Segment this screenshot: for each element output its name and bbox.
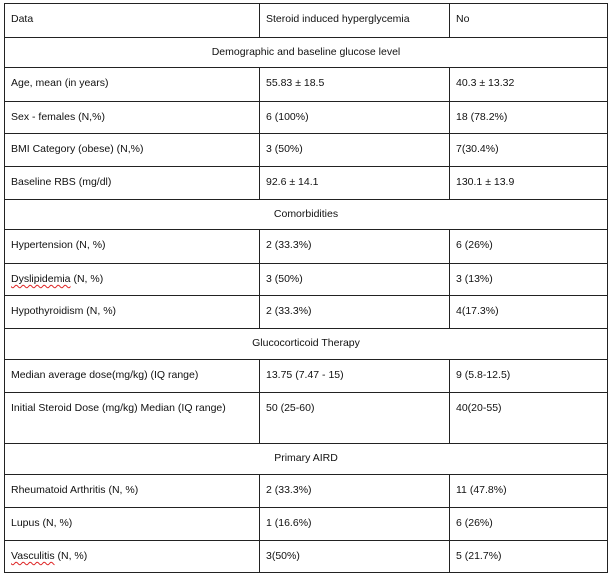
row-steroid-value: 6 (100%) <box>260 102 450 134</box>
row-no-value: 40.3 ± 13.32 <box>450 68 608 102</box>
section-row <box>5 444 608 475</box>
table-row <box>5 134 608 167</box>
table-row <box>5 230 608 264</box>
table-row <box>5 508 608 541</box>
row-steroid-value: 2 (33.3%) <box>260 230 450 264</box>
table-row <box>5 167 608 200</box>
row-no-value: 6 (26%) <box>450 230 608 264</box>
header-data: Data <box>5 4 260 38</box>
section-row <box>5 200 608 230</box>
row-no-value: 9 (5.8-12.5) <box>450 360 608 393</box>
table-row <box>5 475 608 508</box>
table-row <box>5 296 608 329</box>
section-title-comorbidities: Comorbidities <box>5 200 608 230</box>
section-row <box>5 38 608 68</box>
row-label: Hypothyroidism (N, %) <box>5 296 260 329</box>
spellcheck-word: Dyslipidemia <box>11 273 71 285</box>
row-steroid-value: 13.75 (7.47 - 15) <box>260 360 450 393</box>
spellcheck-word: Vasculitis <box>11 550 55 562</box>
row-label: BMI Category (obese) (N,%) <box>5 134 260 167</box>
table-row <box>5 541 608 573</box>
row-no-value: 3 (13%) <box>450 264 608 296</box>
row-label <box>5 264 260 296</box>
row-no-value: 11 (47.8%) <box>450 475 608 508</box>
row-label: Sex - females (N,%) <box>5 102 260 134</box>
row-label <box>5 541 260 573</box>
row-steroid-value: 50 (25-60) <box>260 393 450 444</box>
header-row <box>5 4 608 38</box>
row-no-value: 40(20-55) <box>450 393 608 444</box>
row-label: Age, mean (in years) <box>5 68 260 102</box>
row-steroid-value: 2 (33.3%) <box>260 475 450 508</box>
row-label: Rheumatoid Arthritis (N, %) <box>5 475 260 508</box>
row-label: Initial Steroid Dose (mg/kg) Median (IQ range) <box>5 393 260 444</box>
table-row <box>5 102 608 134</box>
row-steroid-value: 3 (50%) <box>260 134 450 167</box>
row-no-value: 130.1 ± 13.9 <box>450 167 608 200</box>
section-title-primary-aird: Primary AIRD <box>5 444 608 475</box>
row-label-rest: (N, %) <box>54 550 88 562</box>
section-title-glucocorticoid: Glucocorticoid Therapy <box>5 329 608 360</box>
header-steroid-induced-hyperglycemia: Steroid induced hyperglycemia <box>260 4 450 38</box>
row-steroid-value: 2 (33.3%) <box>260 296 450 329</box>
data-table <box>4 3 608 573</box>
row-no-value: 4(17.3%) <box>450 296 608 329</box>
row-steroid-value: 1 (16.6%) <box>260 508 450 541</box>
row-steroid-value: 3 (50%) <box>260 264 450 296</box>
table-row <box>5 264 608 296</box>
table-row <box>5 68 608 102</box>
row-no-value: 6 (26%) <box>450 508 608 541</box>
row-no-value: 7(30.4%) <box>450 134 608 167</box>
row-steroid-value: 92.6 ± 14.1 <box>260 167 450 200</box>
row-no-value: 5 (21.7%) <box>450 541 608 573</box>
row-label: Hypertension (N, %) <box>5 230 260 264</box>
row-label: Lupus (N, %) <box>5 508 260 541</box>
row-label: Baseline RBS (mg/dl) <box>5 167 260 200</box>
row-label-rest: (N, %) <box>70 273 104 285</box>
table-row <box>5 360 608 393</box>
row-label: Median average dose(mg/kg) (IQ range) <box>5 360 260 393</box>
table-row <box>5 393 608 444</box>
row-steroid-value: 3(50%) <box>260 541 450 573</box>
section-title-demographic: Demographic and baseline glucose level <box>5 38 608 68</box>
section-row <box>5 329 608 360</box>
header-no: No <box>450 4 608 38</box>
row-steroid-value: 55.83 ± 18.5 <box>260 68 450 102</box>
row-no-value: 18 (78.2%) <box>450 102 608 134</box>
